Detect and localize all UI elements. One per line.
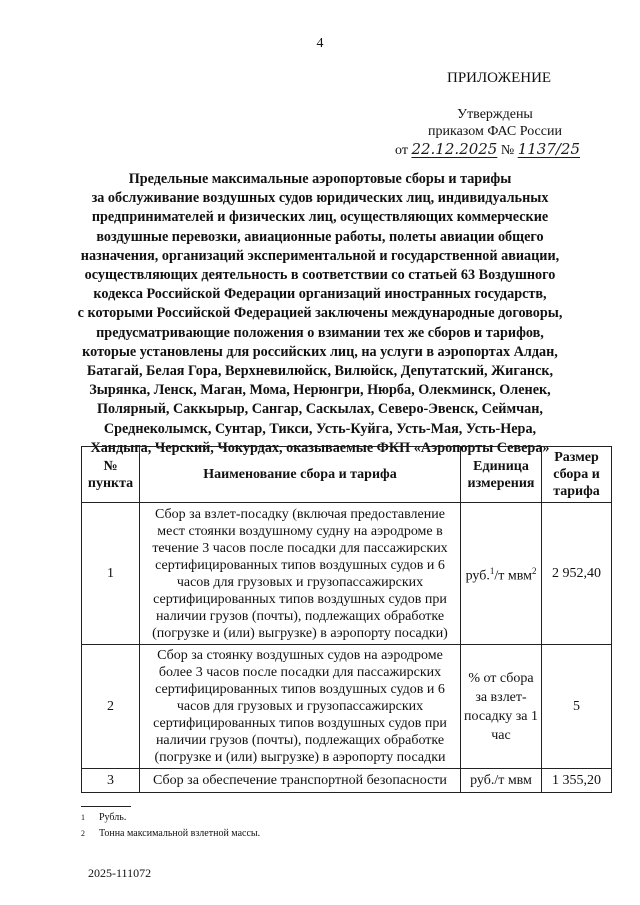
title-line: Хандыга, Черский, Чокурдах, оказываемые ФКП «Аэропорты Севера» <box>90 439 550 456</box>
title-line: назначения, организаций экспериментальной и государственной авиации, <box>80 247 560 264</box>
footnote-text: Рубль. <box>99 812 127 823</box>
row-unit: руб./т мвм <box>461 769 542 793</box>
footnotes <box>81 810 260 842</box>
title-line: Батагай, Белая Гора, Верхневилюйск, Вилюйск, Депутатский, Жиганск, <box>86 363 554 380</box>
footnote-ref: 2 <box>531 565 537 576</box>
header-name: Наименование сбора и тарифа <box>140 447 461 503</box>
footnote-mark: 1 <box>81 813 85 822</box>
document-title <box>0 170 640 458</box>
footnote-mark: 2 <box>81 829 85 838</box>
title-line: предпринимателей и физических лиц, осуществляющих коммерческие <box>91 209 549 226</box>
unit-part: руб. <box>465 568 490 584</box>
table-header-row <box>82 447 612 503</box>
row-value: 2 952,40 <box>542 503 612 645</box>
row-name: Сбор за взлет-посадку (включая предоставление мест стоянки воздушному судну на аэродроме в течение 3 часов после посадки для пассажирских сертифицированных типов воздушных судов и 6 часов для грузовых и грузопассажирских сертифицированных типов воздушных судов при наличии грузов (почты), подлежащих обработке (погрузке и (или) выгрузке) в аэропорту посадки) <box>140 503 461 645</box>
footnote-text: Тонна максимальной взлетной массы. <box>99 828 261 839</box>
order-from-prefix: от <box>395 143 408 158</box>
row-unit <box>461 503 542 645</box>
table-row <box>82 769 612 793</box>
document-code: 2025-111072 <box>88 866 152 880</box>
row-num: 3 <box>82 769 140 793</box>
row-num: 2 <box>82 645 140 769</box>
title-line: с которыми Российской Федерацией заключены международные договоры, <box>77 305 563 322</box>
title-line: за обслуживание воздушных судов юридических лиц, индивидуальных <box>91 190 549 207</box>
header-num: № пункта <box>82 447 140 503</box>
row-num: 1 <box>82 503 140 645</box>
footnote-divider <box>81 806 131 807</box>
row-value: 1 355,20 <box>542 769 612 793</box>
approval-block <box>395 106 595 140</box>
title-line: Зырянка, Ленск, Маган, Мома, Нерюнгри, Нюрба, Олекминск, Оленек, <box>89 382 551 399</box>
tariffs-table <box>81 446 612 793</box>
order-line <box>395 140 610 159</box>
footnote-ref: 1 <box>489 565 495 576</box>
approval-line-1: Утверждены <box>457 107 533 122</box>
title-line: воздушные перевозки, авиационные работы, полеты авиации общего <box>96 228 544 245</box>
row-unit: % от сбора за взлет-посадку за 1 час <box>461 645 542 769</box>
title-line: кодекса Российской Федерации организаций иностранных государств, <box>93 286 547 303</box>
unit-part: /т мвм <box>494 568 532 584</box>
title-line: которые установлены для российских лиц, на услуги в аэропортах Алдан, <box>82 343 558 360</box>
approval-line-2: приказом ФАС России <box>428 124 562 139</box>
title-line: Полярный, Саккырыр, Сангар, Саскылах, Северо-Эвенск, Сеймчан, <box>97 401 543 418</box>
row-value: 5 <box>542 645 612 769</box>
title-line: предусматривающие положения о взимании тех же сборов и тарифов, <box>96 324 544 341</box>
title-line: Среднеколымск, Сунтар, Тикси, Усть-Куйга, Усть-Мая, Усть-Нера, <box>103 420 537 437</box>
title-line: Предельные максимальные аэропортовые сборы и тарифы <box>128 171 512 187</box>
page-number: 4 <box>316 36 324 51</box>
footnote <box>81 810 260 826</box>
order-number-prefix: № <box>500 143 515 158</box>
row-name: Сбор за стоянку воздушных судов на аэродроме более 3 часов после посадки для пассажирских сертифицированных типов воздушных судов и 6 часов для грузовых и грузопассажирских сертифицированных типов воздушных судов при наличии грузов (почты), подлежащих обработке (погрузке и (или) выгрузке) в аэропорту посадки <box>140 645 461 769</box>
order-date: 22.12.2025 <box>411 140 498 158</box>
header-unit: Единица измерения <box>461 447 542 503</box>
header-value: Размер сбора и тарифа <box>542 447 612 503</box>
appendix-label: ПРИЛОЖЕНИЕ <box>447 70 552 86</box>
order-number: 1137/25 <box>517 140 581 158</box>
title-line: осуществляющих деятельность в соответствии со статьей 63 Воздушного <box>84 267 556 284</box>
table-row <box>82 645 612 769</box>
footnote <box>81 826 260 842</box>
row-name: Сбор за обеспечение транспортной безопасности <box>140 769 461 793</box>
table-row <box>82 503 612 645</box>
